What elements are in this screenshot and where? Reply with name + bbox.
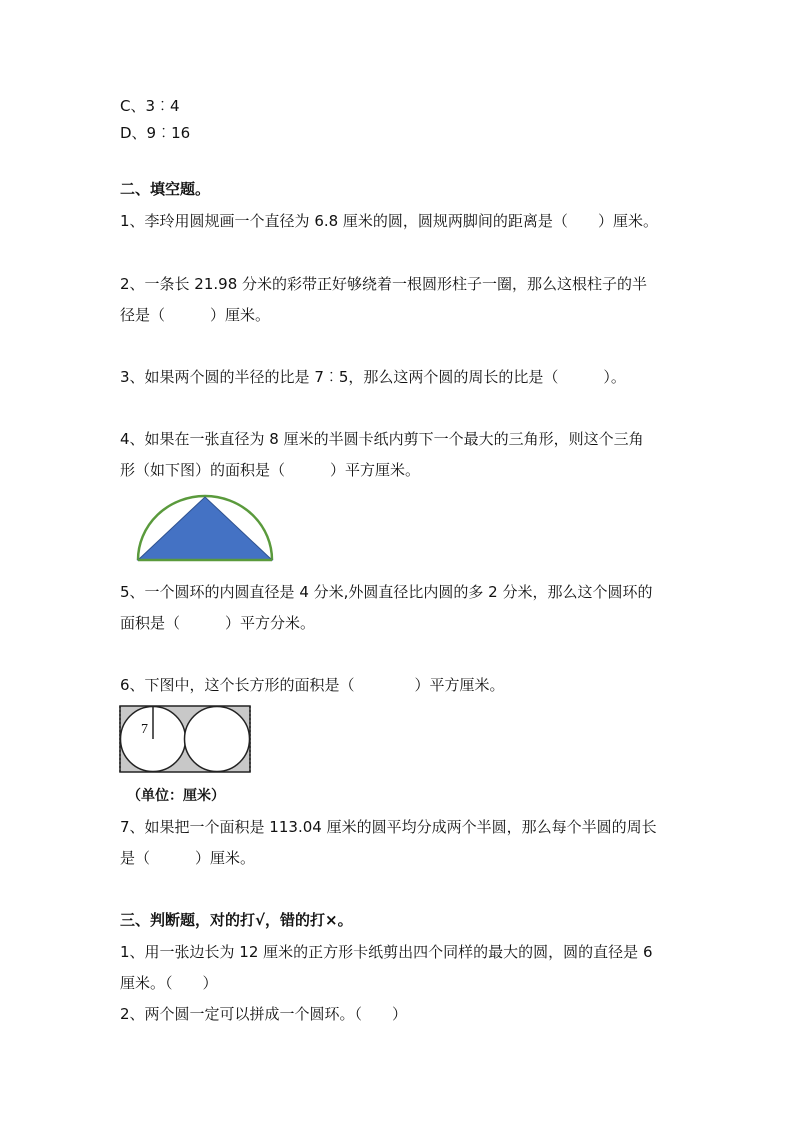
- s3-question-1-line2: 厘米。（ ）: [120, 974, 218, 992]
- s3-question-2: 2、两个圆一定可以拼成一个圆环。（ ）: [120, 1005, 408, 1023]
- semicircle-triangle-figure: [134, 492, 276, 564]
- s2-question-4-line2: 形（如下图）的面积是（ ）平方厘米。: [120, 461, 421, 479]
- s2-question-5-line1: 5、一个圆环的内圆直径是 4 分米,外圆直径比内圆的多 2 分米，那么这个圆环的: [120, 583, 653, 601]
- s2-question-1: 1、李玲用圆规画一个直径为 6.8 厘米的圆，圆规两脚间的距离是（ ）厘米。: [120, 212, 658, 230]
- s2-question-5-line2: 面积是（ ）平方分米。: [120, 614, 316, 632]
- section3-heading: 三、判断题，对的打√，错的打×。: [120, 911, 353, 929]
- s2-question-3: 3、如果两个圆的半径的比是 7︰5，那么这两个圆的周长的比是（ ）。: [120, 368, 626, 386]
- s2-question-2-line1: 2、一条长 21.98 分米的彩带正好够绕着一根圆形柱子一圈，那么这根柱子的半: [120, 275, 648, 293]
- s3-question-1-line1: 1、用一张边长为 12 厘米的正方形卡纸剪出四个同样的最大的圆，圆的直径是 6: [120, 943, 653, 961]
- rectangle-two-circles-figure: [119, 705, 251, 773]
- s2-question-7-line2: 是（ ）厘米。: [120, 849, 256, 867]
- inscribed-triangle: [138, 497, 272, 560]
- s2-question-4-line1: 4、如果在一张直径为 8 厘米的半圆卡纸内剪下一个最大的三角形，则这个三角: [120, 430, 644, 448]
- unit-label: （单位：厘米）: [127, 788, 225, 804]
- choice-c: C、3︰4: [120, 97, 180, 115]
- section2-heading: 二、填空题。: [120, 180, 211, 198]
- s2-question-6: 6、下图中，这个长方形的面积是（ ）平方厘米。: [120, 676, 505, 694]
- s2-question-7-line1: 7、如果把一个面积是 113.04 厘米的圆平均分成两个半圆，那么每个半圆的周长: [120, 818, 657, 836]
- radius-label: 7: [141, 722, 148, 737]
- s2-question-2-line2: 径是（ ）厘米。: [120, 306, 271, 324]
- circle-right: [185, 707, 250, 772]
- choice-d: D、9︰16: [120, 124, 191, 142]
